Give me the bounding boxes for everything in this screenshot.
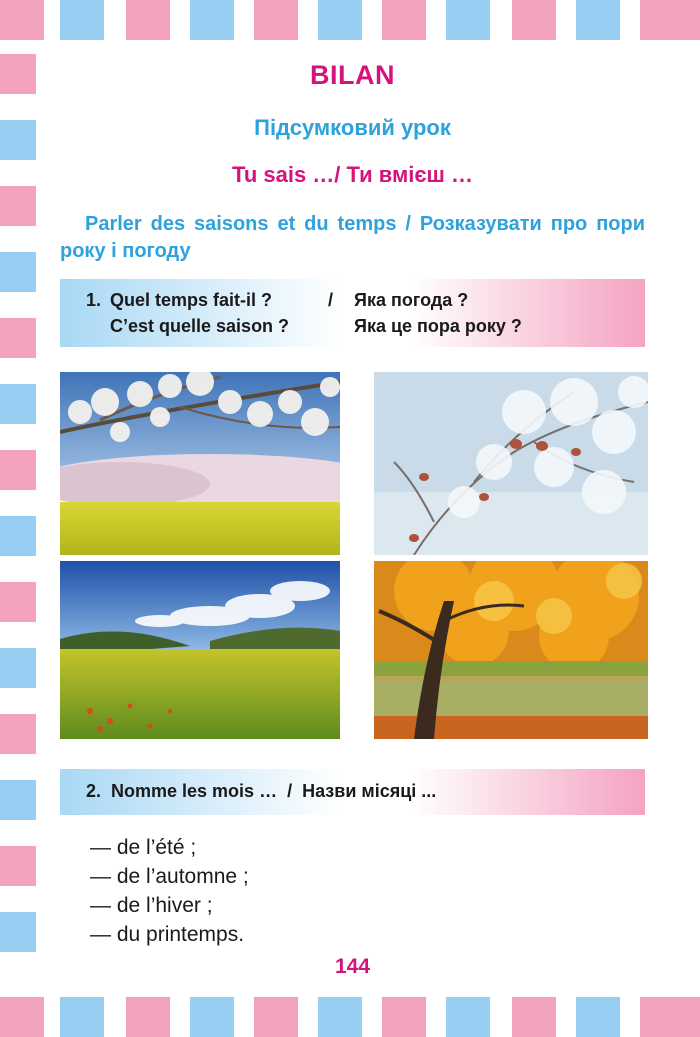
list-item: — de l’hiver ;	[90, 894, 213, 917]
border-square	[446, 997, 490, 1037]
border-square	[126, 0, 170, 40]
border-square	[640, 0, 700, 40]
question-ukrainian: Яка погода ?	[354, 290, 469, 310]
months-list	[90, 833, 249, 949]
border-square	[318, 997, 362, 1037]
border-square	[446, 0, 490, 40]
bottom-border-pattern	[0, 997, 700, 1037]
skills-subtitle: Tu sais …/ Ти вмієш …	[232, 162, 473, 187]
border-square	[0, 0, 44, 40]
page-number: 144	[334, 955, 371, 978]
border-square	[0, 516, 36, 556]
border-square	[0, 120, 36, 160]
border-square	[512, 0, 556, 40]
border-square	[382, 0, 426, 40]
border-square	[640, 997, 700, 1037]
question-ukrainian: Яка це пора року ?	[354, 316, 522, 336]
border-square	[0, 384, 36, 424]
exercise-1-band	[60, 279, 645, 347]
exercise-2-band	[60, 769, 645, 815]
border-square	[254, 0, 298, 40]
spring-landscape-image	[60, 372, 340, 555]
list-item: — du printemps.	[90, 923, 245, 946]
border-square	[0, 846, 36, 886]
border-square	[0, 252, 36, 292]
question-french: Quel temps fait-il ?	[110, 290, 273, 310]
border-square	[576, 997, 620, 1037]
border-square	[0, 780, 36, 820]
border-square	[0, 582, 36, 622]
left-border-pattern	[0, 40, 36, 997]
border-square	[0, 997, 44, 1037]
border-square	[382, 997, 426, 1037]
winter-tree-image	[374, 372, 648, 555]
summer-meadow-image	[60, 561, 340, 739]
border-square	[190, 0, 234, 40]
border-square	[0, 450, 36, 490]
border-square	[126, 997, 170, 1037]
lesson-subtitle: Підсумковий урок	[254, 115, 451, 140]
winter-photo	[374, 372, 648, 555]
list-item: — de l’automne ;	[90, 865, 249, 888]
exercise-2-instruction: 2. Nomme les mois … / Назви місяці ...	[86, 781, 437, 801]
border-square	[576, 0, 620, 40]
autumn-lake-image	[374, 561, 648, 739]
border-square	[60, 997, 104, 1037]
question-french: C’est quelle saison ?	[110, 316, 290, 336]
autumn-photo	[374, 561, 648, 739]
intro-text: Parler des saisons et du temps / Розказувати про пори року і погоду	[60, 213, 645, 262]
summer-photo	[60, 561, 340, 739]
border-square	[254, 997, 298, 1037]
border-square	[0, 54, 36, 94]
border-square	[512, 997, 556, 1037]
border-square	[0, 648, 36, 688]
border-square	[0, 714, 36, 754]
border-square	[60, 0, 104, 40]
border-square	[318, 0, 362, 40]
top-border-pattern	[0, 0, 700, 40]
list-item: — de l’été ;	[90, 836, 197, 859]
separator: /	[328, 290, 334, 310]
exercise-number: 1.	[86, 290, 102, 310]
page-title: BILAN	[310, 60, 395, 90]
border-square	[0, 318, 36, 358]
border-square	[0, 912, 36, 952]
border-square	[190, 997, 234, 1037]
spring-photo	[60, 372, 340, 555]
border-square	[0, 186, 36, 226]
